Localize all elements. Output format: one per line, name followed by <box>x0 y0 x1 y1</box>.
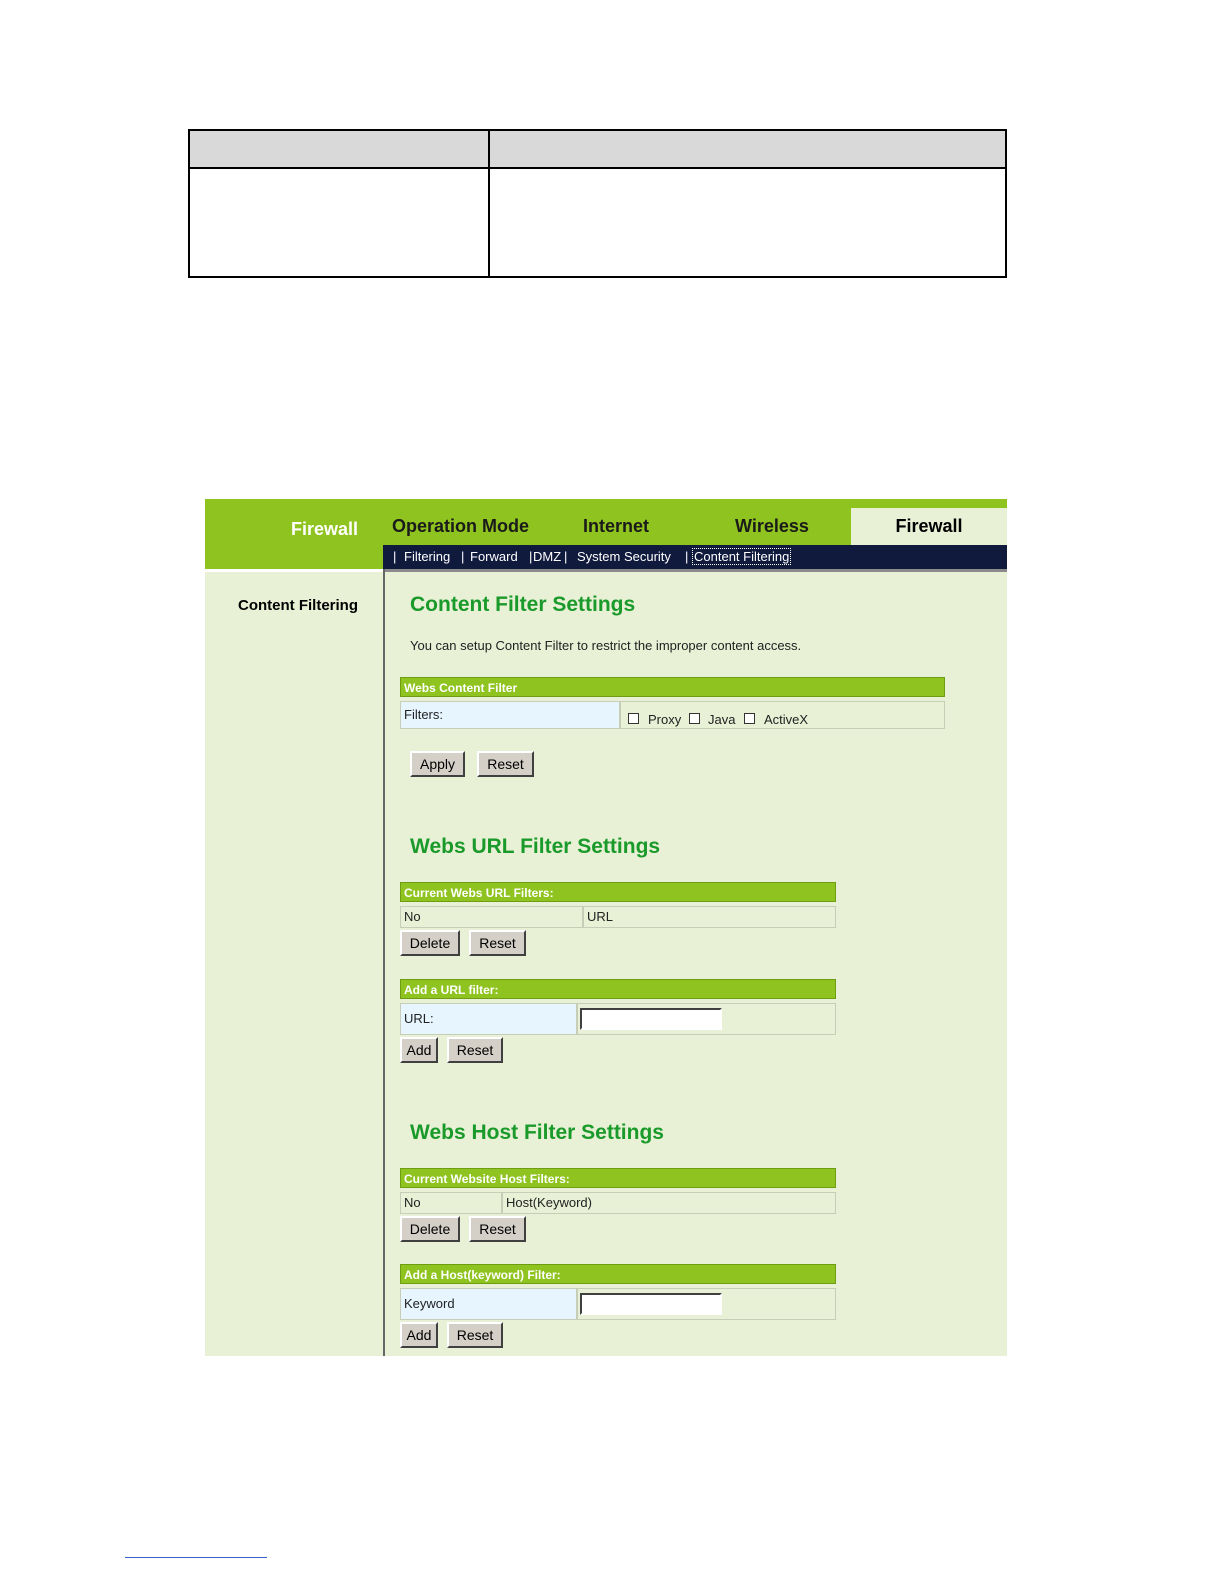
sub-navigation <box>383 545 1007 569</box>
url-add-button[interactable]: Add <box>400 1037 438 1063</box>
subnav-separator: | <box>685 549 689 564</box>
activex-checkbox[interactable] <box>744 713 755 724</box>
keyword-input[interactable] <box>580 1293 722 1315</box>
footnote-rule <box>125 1557 267 1558</box>
add-url-filter-header: Add a URL filter: <box>400 979 836 999</box>
host-filter-title: Webs Host Filter Settings <box>410 1121 664 1144</box>
host-col-no: No <box>400 1192 502 1214</box>
menu-firewall-label: Firewall <box>895 516 963 536</box>
subnav-system-security[interactable]: System Security <box>577 549 671 564</box>
activex-label: ActiveX <box>764 712 809 727</box>
add-host-filter-header: Add a Host(keyword) Filter: <box>400 1264 836 1284</box>
url-filter-title: Webs URL Filter Settings <box>410 835 661 858</box>
url-reset-button[interactable]: Reset <box>469 930 526 956</box>
content-filter-title: Content Filter Settings <box>410 593 636 616</box>
keyword-input-label: Keyword <box>400 1288 577 1320</box>
subnav-filtering[interactable]: Filtering <box>404 549 451 564</box>
filters-options-cell <box>620 701 945 729</box>
panel-divider <box>383 569 385 1356</box>
url-col-no: No <box>400 906 583 928</box>
url-input[interactable] <box>580 1008 722 1030</box>
current-host-filters-header: Current Website Host Filters: <box>400 1168 836 1188</box>
subnav-dmz[interactable]: DMZ <box>533 549 562 564</box>
current-url-filters-header: Current Webs URL Filters: <box>400 882 836 902</box>
url-input-label: URL: <box>400 1003 577 1035</box>
webs-content-filter-header: Webs Content Filter <box>400 677 945 697</box>
java-checkbox[interactable] <box>689 713 700 724</box>
host-add-button[interactable]: Add <box>400 1322 438 1348</box>
content-filter-description: You can setup Content Filter to restrict the improper content access. <box>410 638 802 653</box>
host-reset-button[interactable]: Reset <box>469 1216 526 1242</box>
subnav-content-filtering[interactable]: Content Filtering <box>694 549 790 564</box>
url-col-url: URL <box>583 906 836 928</box>
menu-internet[interactable]: Internet <box>583 516 650 536</box>
router-ui-screenshot <box>205 499 1007 1356</box>
subnav-separator: | <box>461 549 465 564</box>
url-add-reset-button[interactable]: Reset <box>447 1037 503 1063</box>
proxy-checkbox[interactable] <box>628 713 639 724</box>
filters-label: Filters: <box>400 701 620 729</box>
host-delete-button[interactable]: Delete <box>400 1216 460 1242</box>
apply-button[interactable]: Apply <box>410 751 465 777</box>
host-add-reset-button[interactable]: Reset <box>447 1322 503 1348</box>
content-reset-button[interactable]: Reset <box>477 751 534 777</box>
url-input-cell <box>577 1003 836 1035</box>
content-top-border <box>383 569 1007 572</box>
keyword-input-cell <box>577 1288 836 1320</box>
subnav-separator: | <box>393 549 397 564</box>
section-brand: Firewall <box>290 519 358 539</box>
java-label: Java <box>708 712 736 727</box>
subnav-forward[interactable]: Forward <box>470 549 518 564</box>
subnav-separator: | <box>529 549 533 564</box>
subnav-separator: | <box>564 549 568 564</box>
document-table <box>188 129 1007 278</box>
sidebar-title: Content Filtering <box>238 597 358 614</box>
document-table-header <box>190 131 1005 169</box>
menu-firewall-active[interactable] <box>851 508 1007 545</box>
host-col-keyword: Host(Keyword) <box>502 1192 836 1214</box>
proxy-label: Proxy <box>648 712 682 727</box>
menu-wireless[interactable]: Wireless <box>735 516 809 536</box>
left-panel-border <box>205 569 383 572</box>
menu-operation-mode[interactable]: Operation Mode <box>392 516 530 536</box>
document-table-divider <box>488 131 490 276</box>
url-delete-button[interactable]: Delete <box>400 930 460 956</box>
